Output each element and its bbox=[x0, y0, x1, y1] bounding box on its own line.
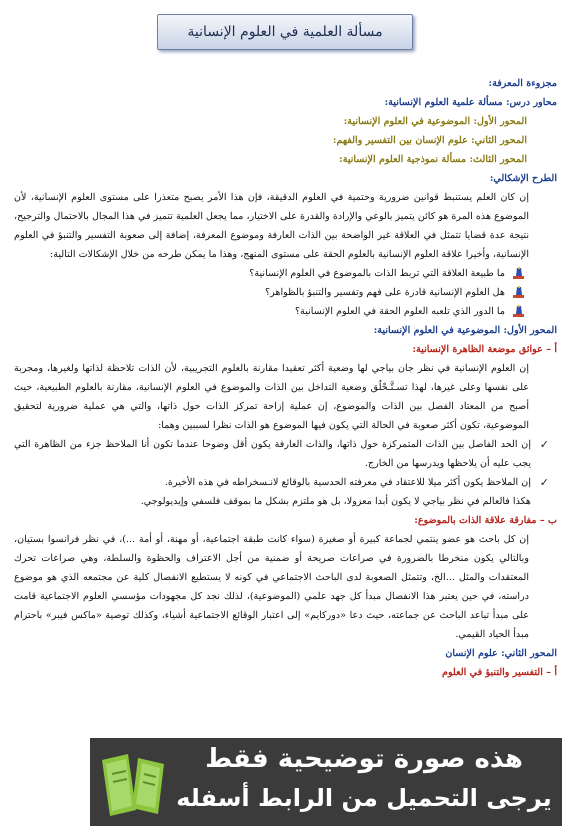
checkmark-icon: ✓ bbox=[539, 476, 549, 489]
field-label: مجزوءة المعرفة: bbox=[488, 78, 557, 89]
question-item-3 bbox=[14, 302, 557, 321]
axis-item-2: المحور الثاني: علوم الإنسان بين التفسير والفهم: bbox=[332, 135, 527, 146]
question-item-1 bbox=[14, 264, 557, 283]
axis2-heading: المحور الثاني: علوم الإنسان bbox=[445, 648, 557, 659]
document-body bbox=[14, 74, 557, 682]
axis1-heading: المحور الأول: الموضوعية في العلوم الإنسانية: bbox=[373, 325, 557, 336]
banner-line-2: يرجى التحميل من الرابط أسفله bbox=[176, 784, 552, 812]
axis-item-1: المحور الأول: الموضوعية في العلوم الإنسانية: bbox=[343, 116, 527, 127]
axis-item-3: المحور الثالث: مسألة نموذجية العلوم الإنسانية: bbox=[339, 154, 527, 165]
books-logo-icon bbox=[98, 750, 178, 818]
check-text: إن الملاحظ يكون أكثر ميلا للاعتقاد في معرفته الحدسية بالوقائع لانـسخراطه في هذه الأخيرة. bbox=[164, 477, 531, 488]
check-item-1 bbox=[14, 435, 557, 473]
problem-text: إن كان العلم يستنبط قوانين ضرورية وحتمية في العلوم الدقيقة، فإن هذا الأمر يصبح متعذرا على مستوى العلوم الإنسانية، لأن الموضوع هذه المرة هو كائن يتميز بالوعي والإرادة والقدرة على الاختيار، مما يجعل العلمية تتميز في هذا المجال بالاحتمال والترجيح، نتيجة عدة قضايا تتمثل في العلاقة غير الواضحة بين الذات العارفة وموضوع المعرفة، إضافة إلى صعوبة التفسير والتنبؤ في العلوم الإنسانية، وأخيرا علاقة العلوم الإنسانية بالعلوم الحقة على مستوى المنهج، وهذا ما يمكن طرحه من خلال الإشكالات التالية: bbox=[13, 192, 529, 260]
subsection-b-text: إن كل باحث هو عضو ينتمي لجماعة كبيرة أو صغيرة (سواء كانت طبقة اجتماعية، أو مهنة، أو أمة ...)، في نظر فرانسوا بستيان، وبالتالي يكون منخرطا بالضرورة في صراعات صريحة أو ضمنية من أجل الاعتراف والحظوة والسلطة، وهي صراعات تحرك المعتقدات والمثل ...الخ، وتتمثل الصعوبة لدى الباحث الاجتماعي في كونه لا يستطيع الانفصال كلية عن مجتمعه الذي هو موضوع دراسته، في حين يعتبر هذا الانفصال مبدأ كل جهد علمي (الموضوعية)، لذلك نجد كل مجهودات مؤسسي العلوم الاجتماعية قامت على مبدأ تباعد الباحث عن جماعته، حيث دعا «دوركايم» إلى اعتبار الوقائع الاجتماعية أشياء، وكذلك توصية «ماكس فيبر» باحترام مبدأ الحياد القيمي. bbox=[14, 534, 529, 640]
question-text: هل العلوم الإنسانية قادرة على فهم وتفسير والتنبؤ بالظواهر؟ bbox=[265, 287, 505, 298]
check-item-2 bbox=[14, 473, 557, 492]
page-title: مسألة العلمية في العلوم الإنسانية bbox=[157, 14, 413, 50]
check-text: إن الحد الفاصل بين الذات المتمركزة حول ذاتها، والذات العارفة يكون أقل وضوحا عندما تكون أنا الملاحظ جزء من الظاهرة التي يجب عليه أن يلاحظها ويدرسها من الخارج. bbox=[14, 439, 531, 469]
pen-bullet-icon bbox=[511, 305, 527, 319]
lesson-axes-label: محاور درس: مسألة علمية العلوم الإنسانية: bbox=[384, 97, 557, 108]
piaget-conclusion: هكذا فالعالم في نظر بياجي لا يكون أبدا معزولا، بل هو ملتزم بشكل ما بموقف فلسفي وإيديولوجي. bbox=[140, 496, 531, 507]
pen-bullet-icon bbox=[511, 286, 527, 300]
subsection-b-heading: ب – مفارقة علاقة الذات بالموضوع: bbox=[414, 515, 557, 526]
axis2-subheading: أ – التفسير والتنبؤ في العلوم bbox=[442, 667, 557, 678]
question-text: ما طبيعة العلاقة التي تربط الذات بالموضوع في العلوم الإنسانية؟ bbox=[249, 268, 505, 279]
question-text: ما الدور الذي تلعبه العلوم الحقة في العلوم الإنسانية؟ bbox=[294, 306, 505, 317]
preview-watermark-banner bbox=[90, 738, 562, 826]
subsection-a-text: إن العلوم الإنسانية في نظر جان بياجي لها وضعية أكثر تعقيدا مقارنة بالعلوم التجريبية، لأن الذات تلاحظة لذاتها ولغيرها، ومجربة على نفسها وعلى غيرها، لهذا تسـتَّـحْلُق وضعية التداخل بين الذات والموضوع في العلوم الإنسانية، مقارنة بالعلوم الطبيعية، حيث أصبح من المعتاد الفصل بين الذات والموضوع، إن عملية إزاحة تمركز الذات حول ذاتها، والتي هي عملية ضرورية لتحقيق الموضوعية، تكون أكثر صعوبة في الحالة التي يكون فيها الموضوع هو الذات نظرا لسببين وهما: bbox=[14, 363, 529, 431]
checkmark-icon: ✓ bbox=[539, 438, 549, 451]
banner-line-1: هذه صورة توضيحية فقط bbox=[205, 744, 523, 774]
question-item-2 bbox=[14, 283, 557, 302]
subsection-a-heading: أ – عوائق موضعة الظاهرة الإنسانية: bbox=[412, 344, 557, 355]
pen-bullet-icon bbox=[511, 267, 527, 281]
problem-label: الطرح الإشكالي: bbox=[489, 173, 557, 184]
